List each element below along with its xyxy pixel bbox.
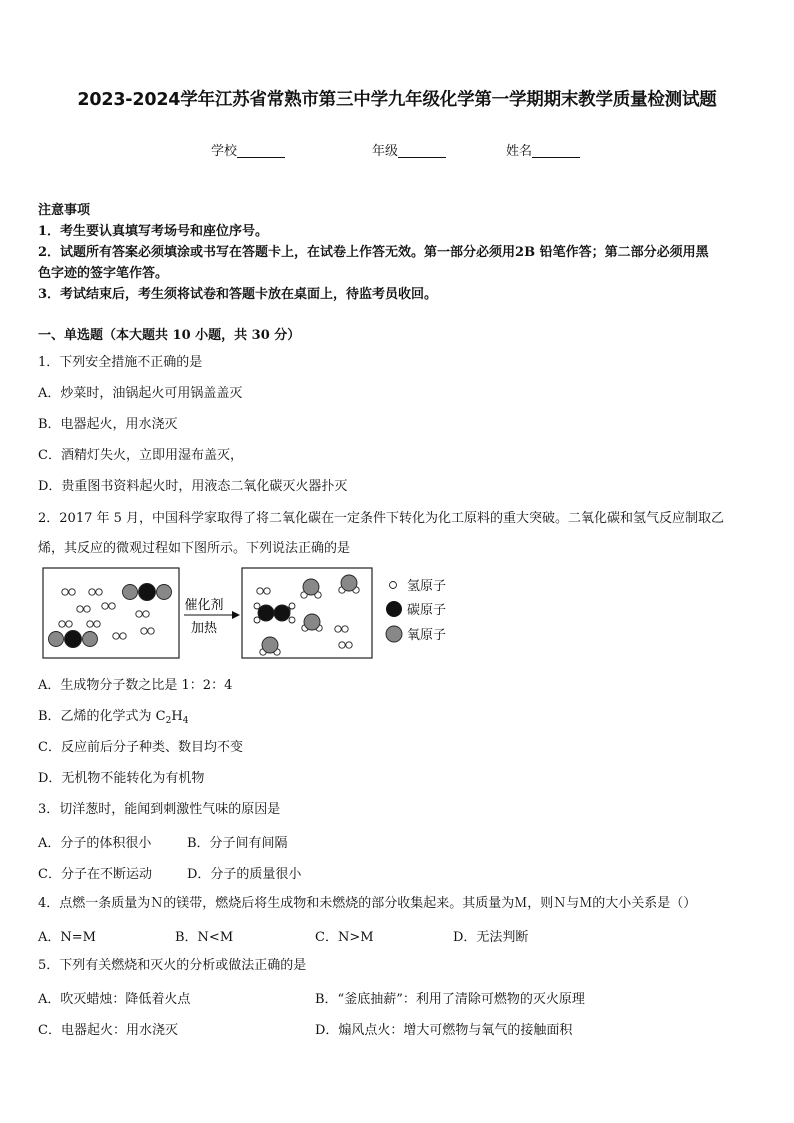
q5-option-b[interactable]: B．“釜底抽薪”：利用了清除可燃物的灭火原理 xyxy=(315,992,585,1007)
note-item: 色字迹的签字笔作答。 xyxy=(38,266,169,281)
legend-oxygen: 氧原子 xyxy=(407,627,447,642)
grade-label: 年级 xyxy=(372,144,399,159)
name-label: 姓名 xyxy=(506,144,533,159)
page-title: 2023-2024学年江苏省常熟市第三中学九年级化学第一学期期末教学质量检测试题 xyxy=(77,90,717,110)
legend-hydrogen: 氢原子 xyxy=(407,578,447,593)
q1-stem: 1．下列安全措施不正确的是 xyxy=(38,355,203,370)
note-item: 2．试题所有答案必须填涂或书写在答题卡上，在试卷上作答无效。第一部分必须用2B 铅笔作答；第二部分必须用黑 xyxy=(38,245,709,260)
q5-option-c[interactable]: C．电器起火：用水浇灭 xyxy=(38,1023,178,1038)
q1-option-d[interactable]: D．贵重图书资料起火时，用液态二氧化碳灭火器扑灭 xyxy=(38,479,348,494)
q3-option-c[interactable]: C．分子在不断运动 xyxy=(38,867,152,882)
notes-heading: 注意事项 xyxy=(38,203,91,218)
q2-stem-line1: 2．2017 年 5 月，中国科学家取得了将二氧化碳在一定条件下转化为化工原料的重大突破。二氧化碳和氢气反应制取乙 xyxy=(38,511,725,526)
school-label: 学校 xyxy=(211,144,238,159)
legend xyxy=(386,578,446,642)
name-blank[interactable] xyxy=(532,144,580,158)
section-heading: 一、单选题（本大题共 10 小题，共 30 分） xyxy=(38,328,301,343)
note-item: 1．考生要认真填写考场号和座位序号。 xyxy=(38,224,269,239)
arrow-bottom-label: 加热 xyxy=(190,620,218,635)
name-field[interactable] xyxy=(506,140,580,159)
formula-subscript: 4 xyxy=(182,716,189,726)
q2-option-a[interactable]: A．生成物分子数之比是 1：2：4 xyxy=(38,678,233,693)
grade-field[interactable] xyxy=(372,140,446,159)
q3-stem: 3．切洋葱时，能闻到刺激性气味的原因是 xyxy=(38,802,281,817)
q3-option-a[interactable]: A．分子的体积很小 xyxy=(38,836,152,851)
q3-option-d[interactable]: D．分子的质量很小 xyxy=(187,867,302,882)
q4-option-d[interactable]: D．无法判断 xyxy=(453,930,529,945)
q2-option-c[interactable]: C．反应前后分子种类、数目均不变 xyxy=(38,740,243,755)
reaction-diagram xyxy=(42,566,472,662)
q1-option-c[interactable]: C．酒精灯失火，立即用湿布盖灭， xyxy=(38,448,243,463)
product-molecules xyxy=(254,575,359,655)
q2-option-b-text: B．乙烯的化学式为 C xyxy=(38,709,166,724)
q4-option-a[interactable]: A．N=M xyxy=(38,930,96,945)
q5-option-d[interactable]: D．煽风点火：增大可燃物与氧气的接触面积 xyxy=(315,1023,573,1038)
school-blank[interactable] xyxy=(237,144,285,158)
q2-option-b[interactable] xyxy=(38,708,188,726)
oxygen-atom-icon xyxy=(386,626,402,642)
legend-carbon: 碳原子 xyxy=(407,602,447,617)
q4-option-b[interactable]: B．N<M xyxy=(175,930,234,945)
carbon-atom-icon xyxy=(386,601,402,617)
note-item: 3．考试结束后，考生须将试卷和答题卡放在桌面上，待监考员收回。 xyxy=(38,287,438,302)
q2-stem-line2: 烯，其反应的微观过程如下图所示。下列说法正确的是 xyxy=(38,541,351,556)
hydrogen-atom-icon xyxy=(390,582,397,589)
q5-stem: 5．下列有关燃烧和灭火的分析或做法正确的是 xyxy=(38,958,307,973)
formula-element: H xyxy=(171,709,183,724)
q4-option-c[interactable]: C．N>M xyxy=(315,930,374,945)
reactant-molecules xyxy=(49,584,172,648)
reactants-box xyxy=(43,568,179,658)
q5-option-a[interactable]: A．吹灭蜡烛：降低着火点 xyxy=(38,992,191,1007)
grade-blank[interactable] xyxy=(398,144,446,158)
formula-subscript: 2 xyxy=(165,716,172,726)
q2-option-d[interactable]: D．无机物不能转化为有机物 xyxy=(38,771,205,786)
school-field[interactable] xyxy=(211,140,285,159)
reaction-arrow xyxy=(184,597,240,635)
q1-option-a[interactable]: A．炒菜时，油锅起火可用锅盖盖灭 xyxy=(38,386,243,401)
q1-option-b[interactable]: B．电器起火，用水浇灭 xyxy=(38,417,178,432)
q4-stem: 4．点燃一条质量为Ｎ的镁带，燃烧后将生成物和未燃烧的部分收集起来。其质量为Ｍ，则Ｎ与Ｍ的大小关系是（） xyxy=(38,896,697,911)
arrow-top-label: 催化剂 xyxy=(184,597,224,612)
q3-option-b[interactable]: B．分子间有间隔 xyxy=(187,836,288,851)
